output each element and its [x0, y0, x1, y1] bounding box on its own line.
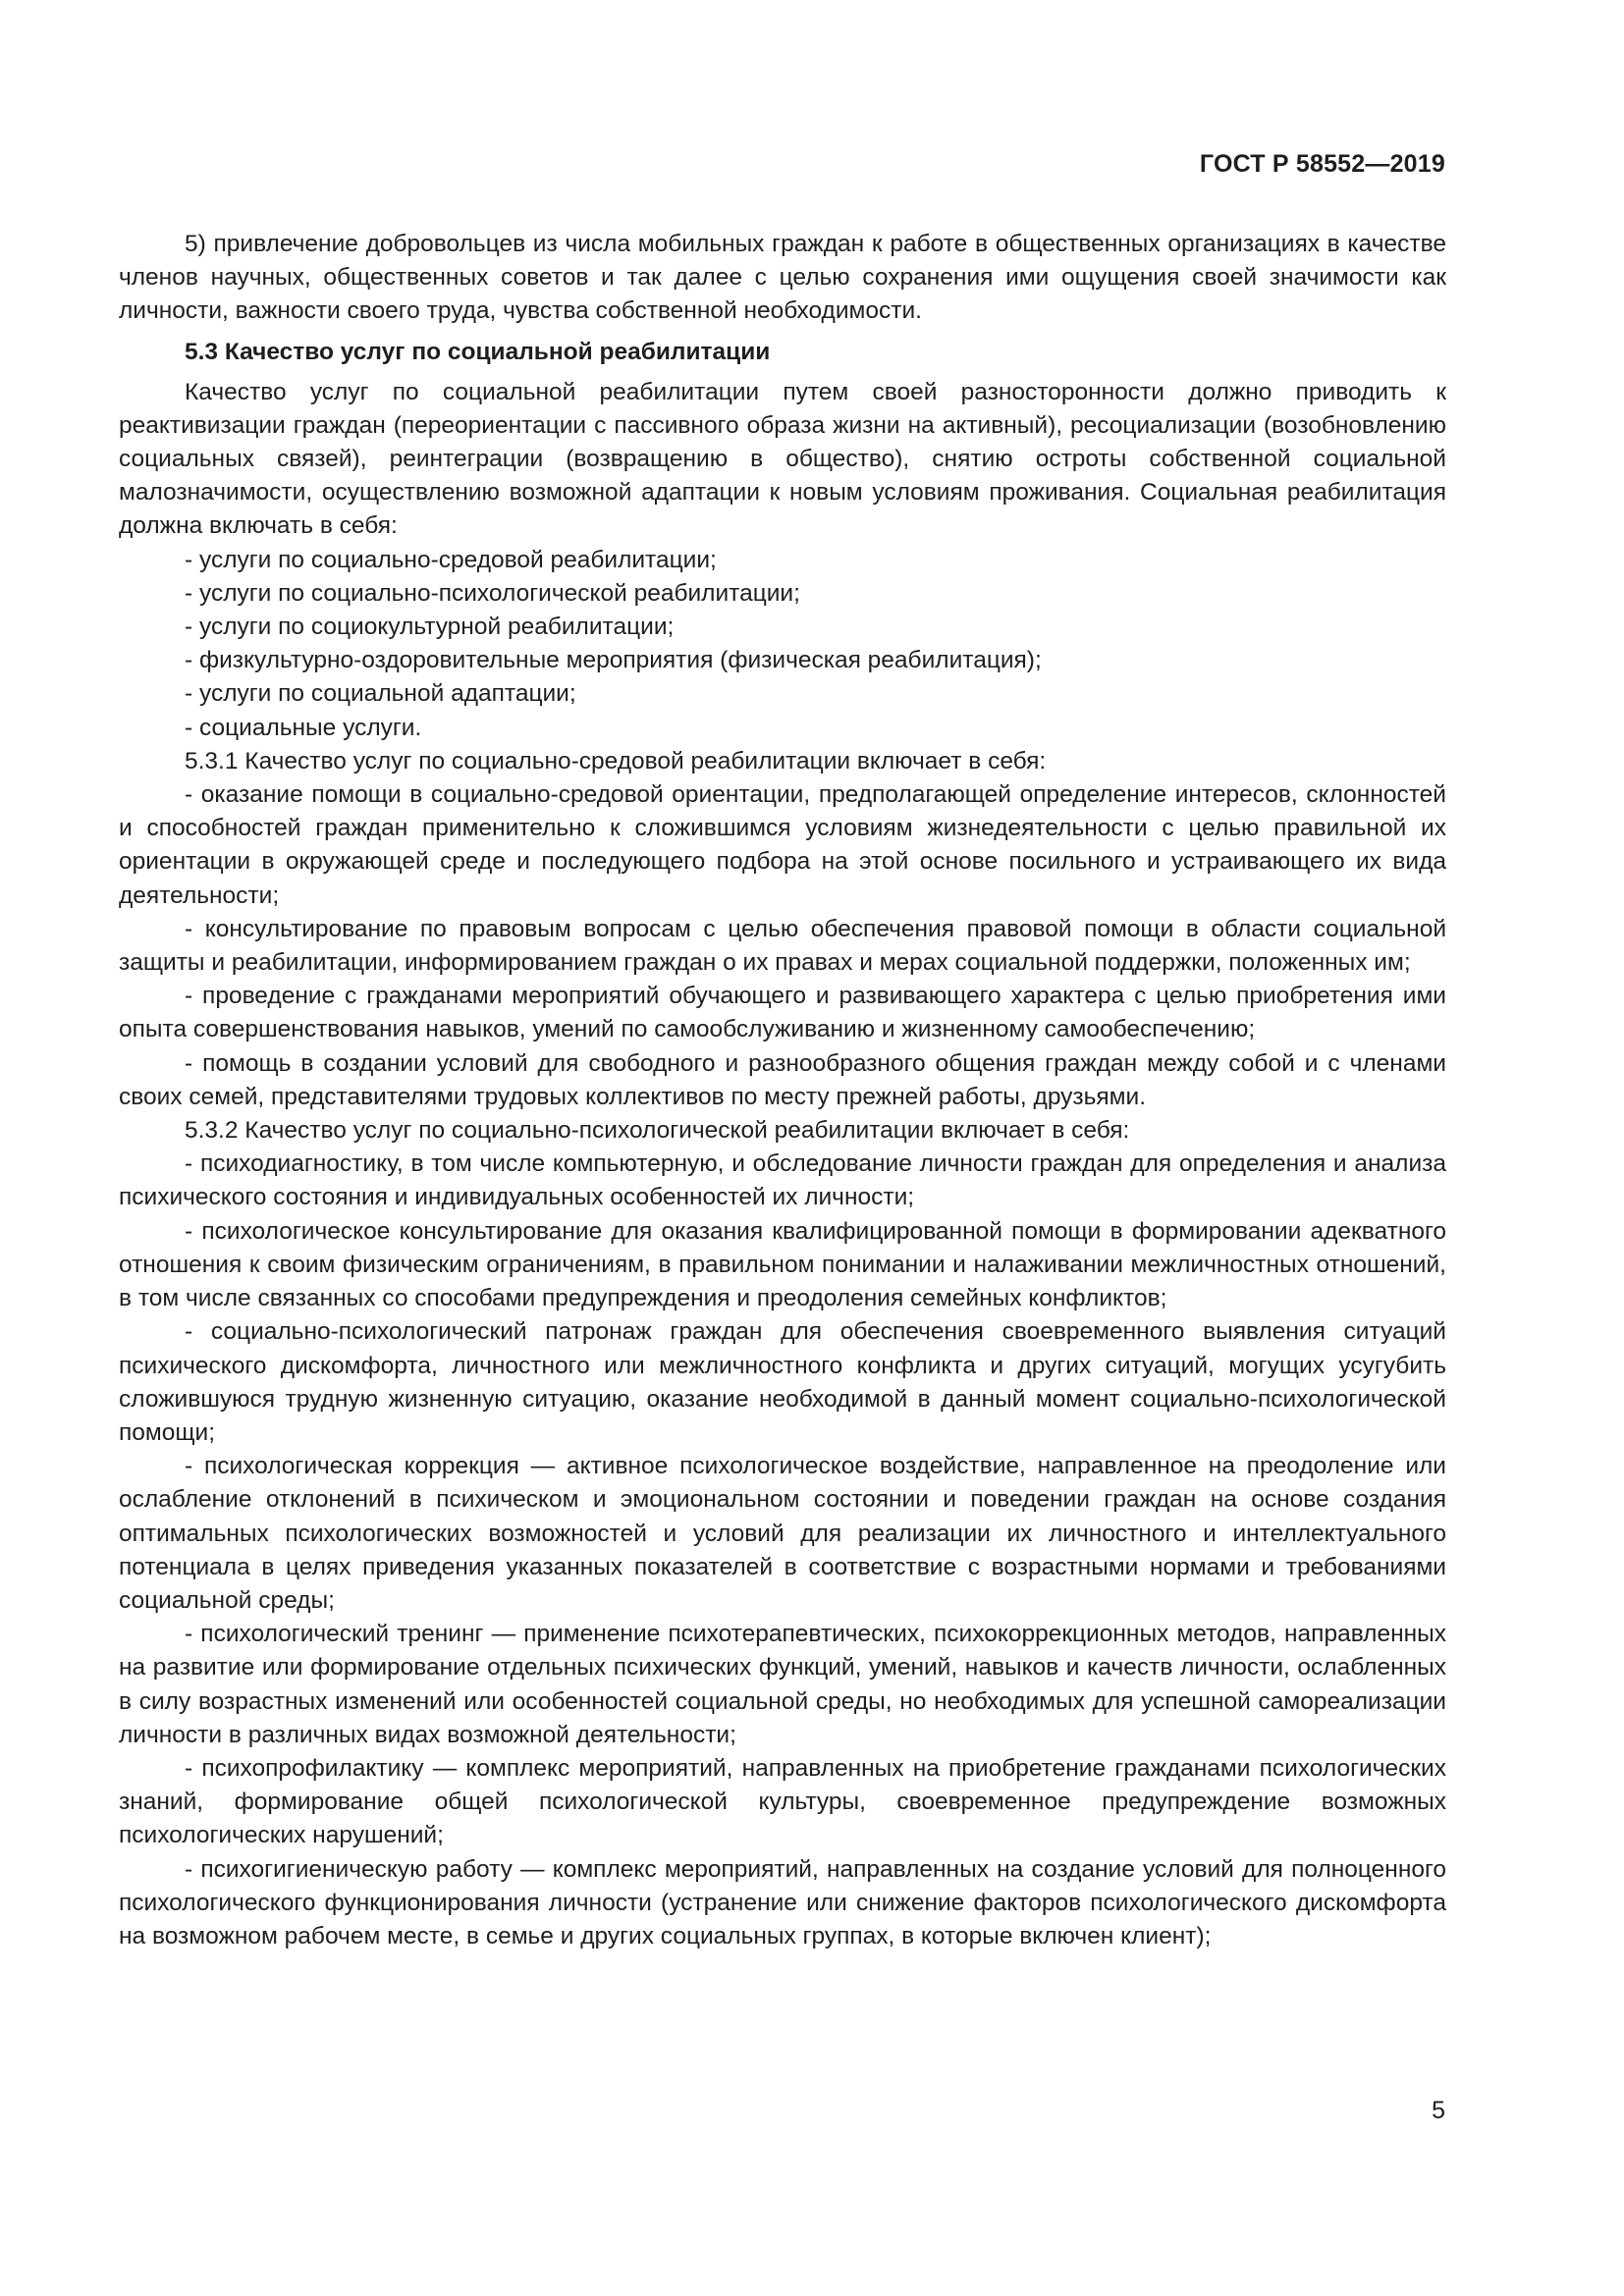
- subsection-5-3-1: 5.3.1 Качество услуг по социально-средовой реабилитации включает в себя:: [185, 747, 1047, 774]
- list-item: - консультирование по правовым вопросам с целью обеспечения правовой помощи в области социальной защиты и реабилитации, информированием граждан о их правах и мерах социальной поддержки, положенных им;: [119, 915, 1446, 977]
- subsection-5-3-2: 5.3.2 Качество услуг по социально-психологической реабилитации включает в себя:: [185, 1117, 1130, 1145]
- list-item: - проведение с гражданами мероприятий обучающего и развивающего характера с целью приобретения ими опыта совершенствования навыков, умений по самообслуживанию и жизненному самообеспечению;: [119, 983, 1446, 1043]
- section-heading-5-3: 5.3 Качество услуг по социальной реабилитации: [185, 338, 771, 365]
- list-item: - психогигиеническую работу — комплекс мероприятий, направленных на создание условий для полноценного психологического функционирования личности (устранение или снижение факторов психологического дискомфорта на возможном рабочем месте, в семье и других социальных группах, в которые включен клиент);: [119, 1855, 1446, 1949]
- list-item: - услуги по социальной адаптации;: [185, 680, 576, 708]
- page-content: [119, 228, 1446, 1953]
- list-item: - социальные услуги.: [185, 714, 422, 741]
- list-item: - услуги по социально-средовой реабилитации;: [185, 546, 717, 573]
- list-item: - психодиагностику, в том числе компьютерную, и обследование личности граждан для определения и анализа психического состояния и индивидуальных особенностей их личности;: [119, 1150, 1446, 1211]
- document-code-header: ГОСТ Р 58552—2019: [1199, 150, 1445, 178]
- page-number: 5: [1432, 2097, 1445, 2124]
- list-item: - психологическое консультирование для оказания квалифицированной помощи в формировании адекватного отношения к своим физическим ограничениям, в правильном понимании и налаживании межличностных отношений, в том числе связанных со способами предупреждения и преодоления семейных конфликтов;: [119, 1217, 1446, 1312]
- paragraph-item-5: 5) привлечение добровольцев из числа мобильных граждан к работе в общественных организациях в качестве членов научных, общественных советов и так далее с целью сохранения ими ощущения своей значимости как личности, важности своего труда, чувства собственной необходимости.: [119, 231, 1446, 325]
- list-item: - психопрофилактику — комплекс мероприятий, направленных на приобретение гражданами психологических знаний, формирование общей психологической культуры, своевременное предупреждение возможных психологических нарушений;: [119, 1754, 1446, 1849]
- list-item: - физкультурно-оздоровительные мероприятия (физическая реабилитация);: [185, 647, 1042, 674]
- list-item: - помощь в создании условий для свободного и разнообразного общения граждан между собой и с членами своих семей, представителями трудовых коллективов по месту прежней работы, друзьями.: [119, 1049, 1446, 1110]
- list-item: - психологический тренинг — применение психотерапевтических, психокоррекционных методов, направленных на развитие или формирование отдельных психических функций, умений, навыков и качеств личности, ослабленных в силу возрастных изменений или особенностей социальной среды, но необходимых для успешной самореализации личности в различных видах возможной деятельности;: [119, 1621, 1446, 1748]
- list-item: - услуги по социально-психологической реабилитации;: [185, 579, 800, 607]
- list-item: - услуги по социокультурной реабилитации;: [185, 614, 675, 641]
- list-item: - социально-психологический патронаж граждан для обеспечения своевременного выявления ситуаций психического дискомфорта, личностного или межличностного конфликта и других ситуаций, могущих усугубить сложившуюся трудную жизненную ситуацию, оказание необходимой в данный момент социально-психологической помощи;: [119, 1318, 1446, 1446]
- list-item: - психологическая коррекция — активное психологическое воздействие, направленное на преодоление или ослабление отклонений в психическом и эмоциональном состоянии и поведении граждан на основе создания оптимальных психологических возможностей и условий для реализации их личностного и интеллектуального потенциала в целях приведения указанных показателей в соответствие с возрастными нормами и требованиями социальной среды;: [119, 1453, 1446, 1614]
- paragraph-intro-5-3: Качество услуг по социальной реабилитации путем своей разносторонности должно приводить к реактивизации граждан (переориентации с пассивного образа жизни на активный), ресоциализации (возобновлению социальных связей), реинтеграции (возвращению в общество), снятию остроты собственной социальной малозначимости, осуществлению возможной адаптации к новым условиям проживания. Социальная реабилитация должна включать в себя:: [119, 378, 1446, 540]
- list-item: - оказание помощи в социально-средовой ориентации, предполагающей определение интересов, склонностей и способностей граждан применительно к сложившимся условиям жизнедеятельности с целью правильной их ориентации в окружающей среде и последующего подбора на этой основе посильного и устраивающего их вида деятельности;: [119, 781, 1446, 909]
